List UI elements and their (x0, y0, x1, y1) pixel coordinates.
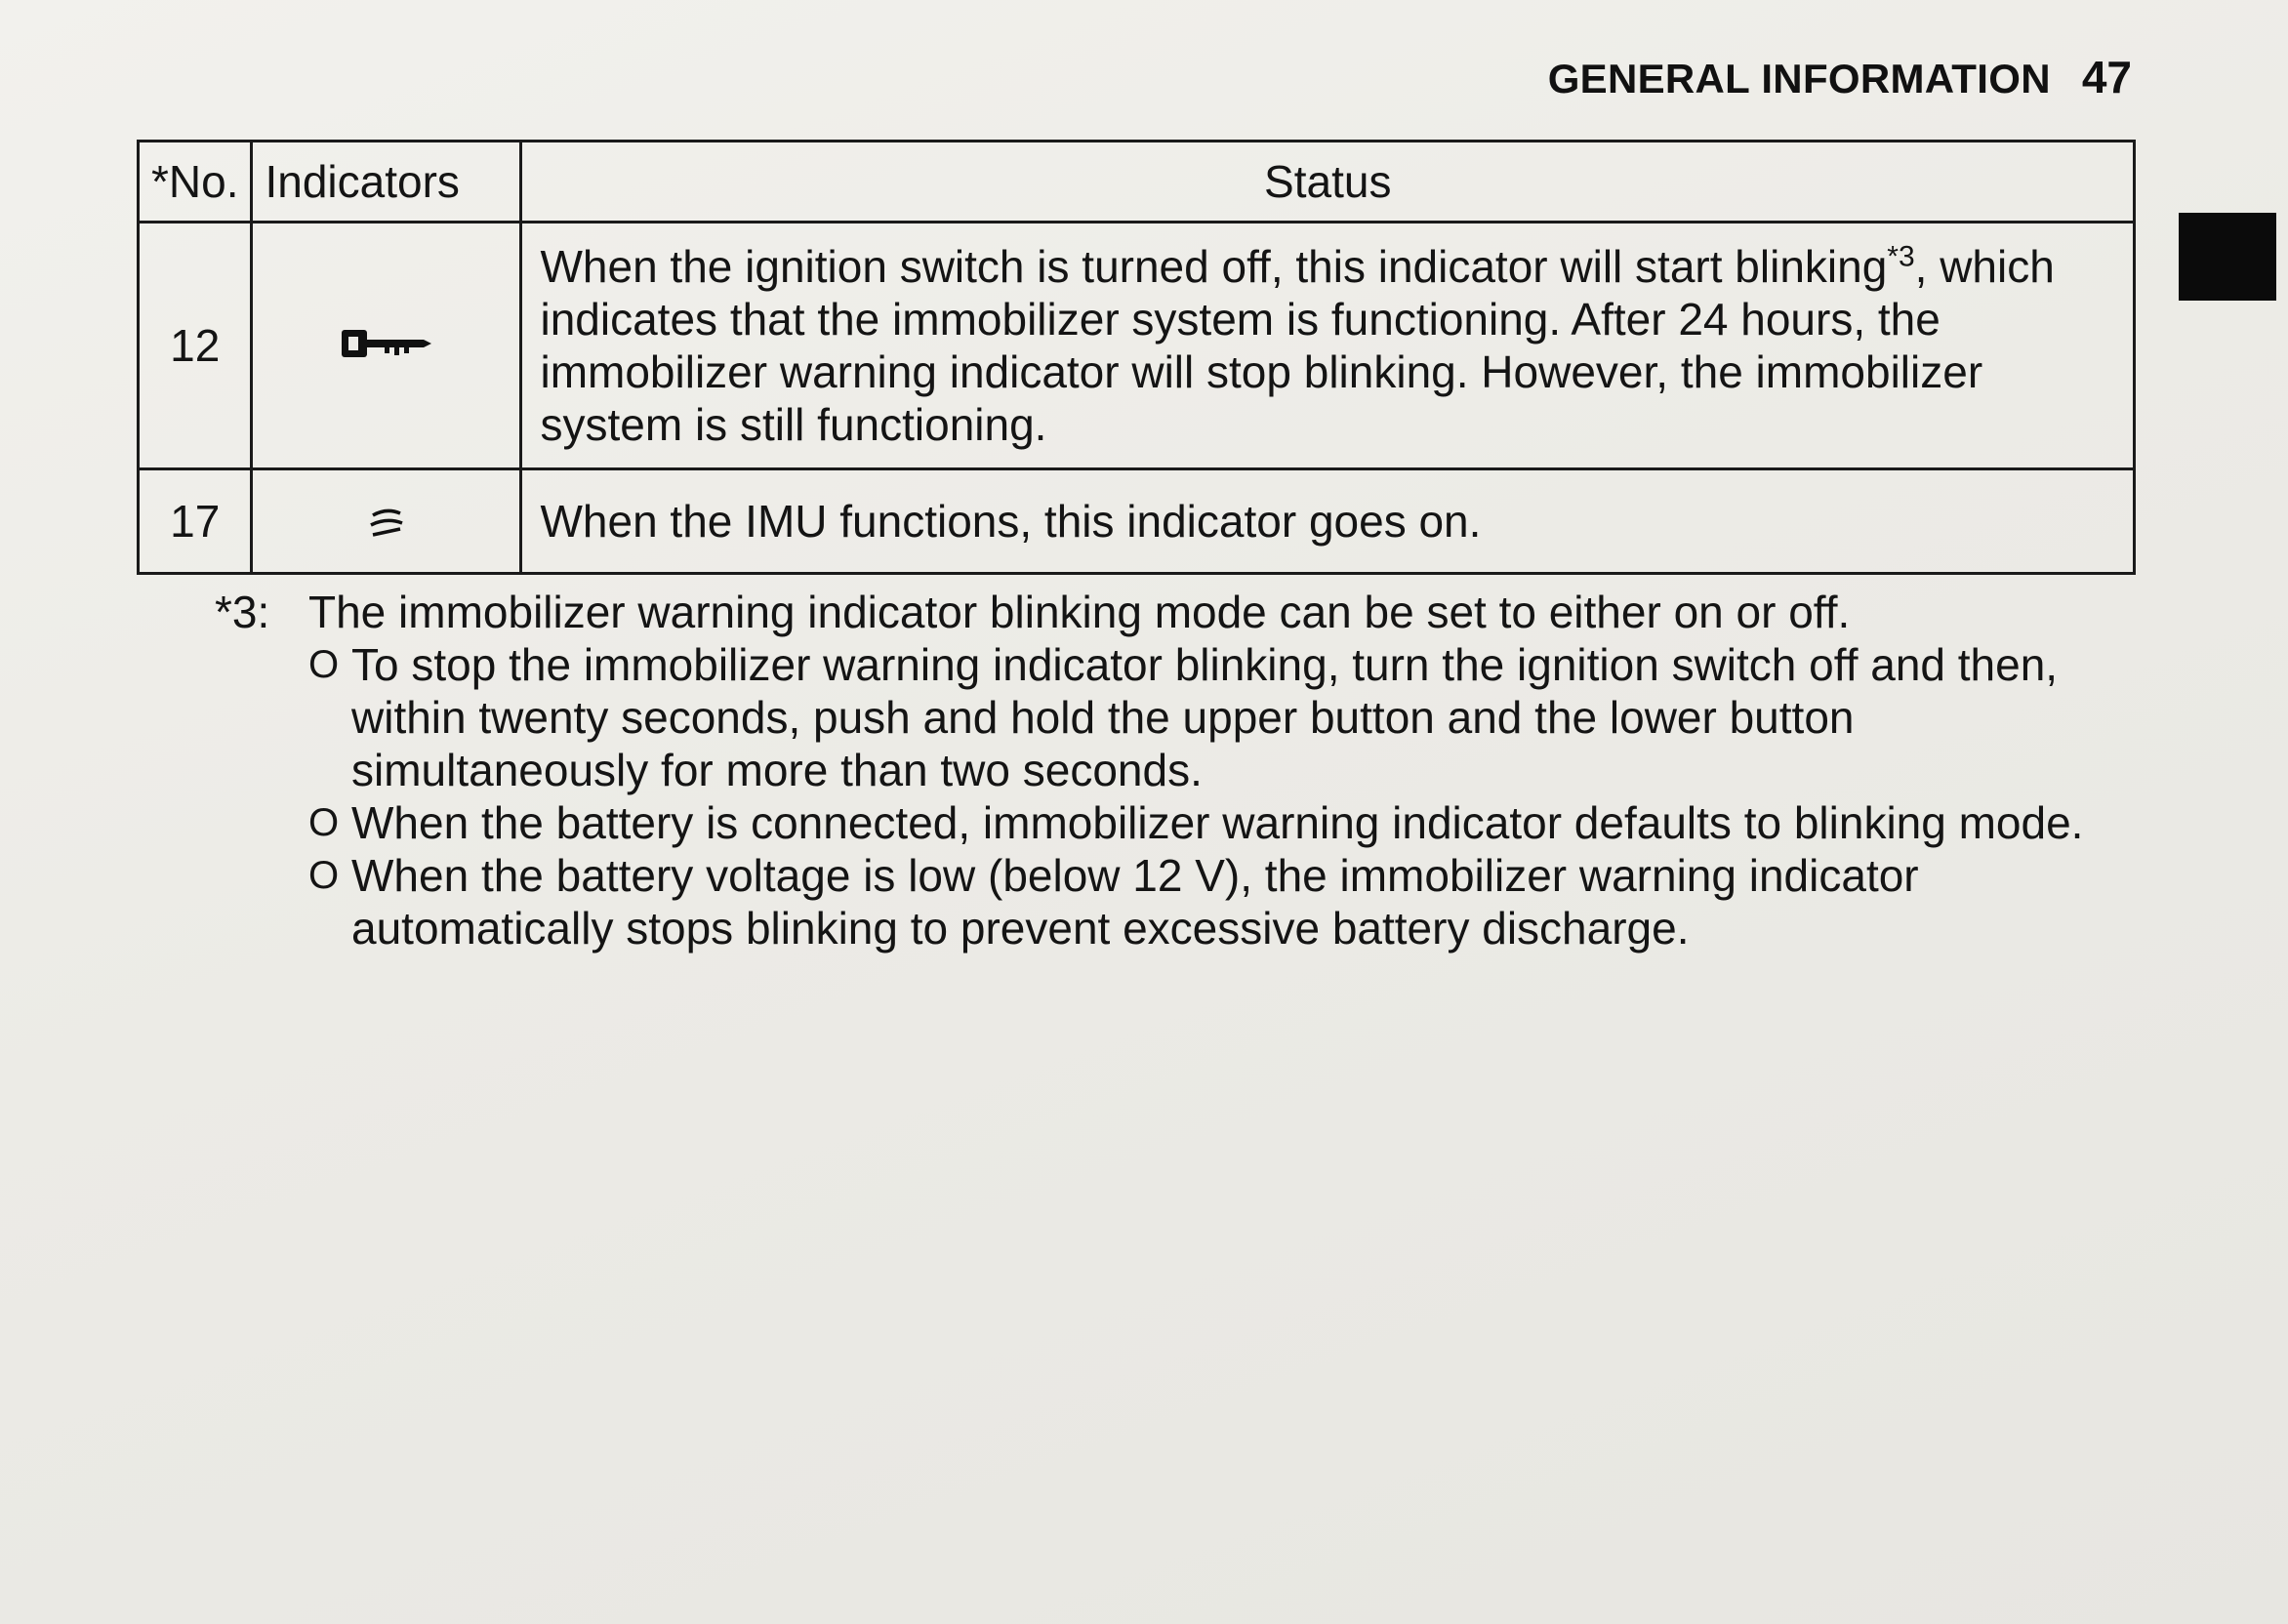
footnote-bullets (215, 638, 2147, 954)
table-row (139, 469, 2135, 574)
row-number: 17 (139, 469, 252, 574)
row-number: 12 (139, 223, 252, 469)
indicator-table (137, 140, 2136, 575)
section-thumb-tab (2179, 213, 2276, 301)
bullet-circle-icon: O (308, 801, 340, 844)
list-item (308, 849, 2147, 954)
list-item (308, 796, 2147, 849)
section-title: GENERAL INFORMATION (1547, 56, 2051, 102)
column-header-no: *No. (139, 142, 252, 223)
list-item-text: To stop the immobilizer warning indicator blinking, turn the ignition switch off and then, within twenty seconds, push and hold the upper button and the lower button simultaneously for more than two seconds. (351, 639, 2059, 795)
indicator-cell (252, 223, 521, 469)
status-cell: When the IMU functions, this indicator goes on. (521, 469, 2135, 574)
table-row (139, 223, 2135, 469)
footnote-marker: *3: (215, 587, 270, 637)
bullet-circle-icon: O (308, 643, 340, 686)
column-header-status: Status (521, 142, 2135, 223)
footnote-reference: *3 (1887, 240, 1915, 273)
list-item-text: When the battery voltage is low (below 12 V), the immobilizer warning indicator automatically stops blinking to prevent excessive battery discharge. (351, 850, 1919, 954)
footnote-section (215, 586, 2147, 954)
bullet-circle-icon: O (308, 854, 340, 897)
page-header (1548, 51, 2132, 103)
footnote (215, 586, 2147, 638)
column-header-indicators: Indicators (252, 142, 521, 223)
list-item-text: When the battery is connected, immobilizer warning indicator defaults to blinking mode. (351, 797, 2084, 848)
status-text-continued: , which indicates that the immobilizer system is functioning. After 24 hours, the immobilizer warning indicator will stop blinking. However, the immobilizer system is still functioning. (540, 241, 2055, 450)
status-cell (521, 223, 2135, 469)
page-number: 47 (2081, 52, 2132, 102)
table-header-row (139, 142, 2135, 223)
footnote-text: The immobilizer warning indicator blinking mode can be set to either on or off. (308, 587, 1851, 637)
immobilizer-key-icon (340, 321, 433, 374)
list-item (308, 638, 2147, 796)
indicator-cell (252, 469, 521, 574)
status-text: When the ignition switch is turned off, this indicator will start blinking (540, 241, 1888, 292)
imu-icon (367, 497, 406, 549)
